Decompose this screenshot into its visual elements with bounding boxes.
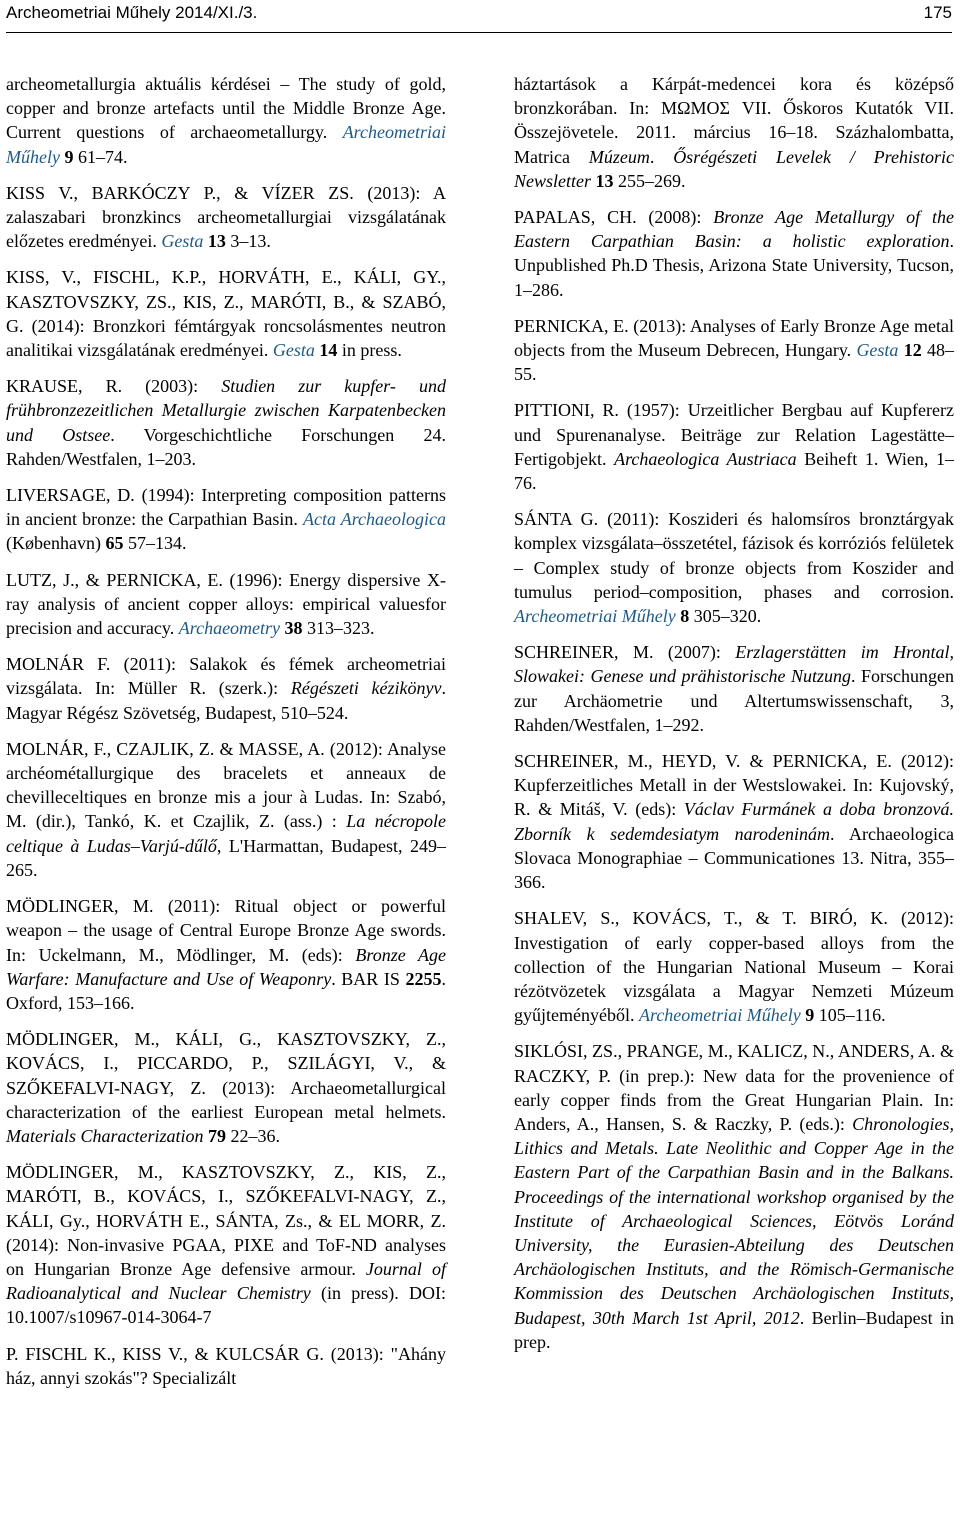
reference-text: 48–55. (514, 340, 955, 385)
italic-title: Studien zur kupfer- und frühbronzezeitlichen Metallurgie zwischen Karpatenbecken und Ostsee (6, 376, 446, 445)
volume-number: 14 (319, 340, 338, 361)
reference-entry (514, 749, 954, 894)
reference-text: archeometallurgia aktuális kérdései – The study of gold, copper and bronze artefacts until the Middle Bronze Age. Current questions of archaeometallurgy. (6, 74, 446, 143)
reference-entry (514, 314, 954, 387)
reference-text: Beiheft 1. Wien, 1–76. (514, 448, 954, 494)
reference-text: , L'Harmattan, Budapest, 249–265. (6, 835, 446, 880)
reference-entry (514, 906, 954, 1027)
reference-entry (6, 181, 446, 254)
reference-entry (6, 1027, 446, 1148)
reference-entry (6, 374, 446, 471)
journal-name: Acta Archaeologica (302, 509, 447, 530)
journal-name: Archeometriai Műhely (6, 122, 446, 167)
reference-entry (514, 1039, 954, 1354)
reference-text: MÖDLINGER, M. (2011): Ritual object or powerful weapon – the usage of Central Europe Bronze Age swords. In: Uckelmann, M., Mödlinger, M. (eds): (6, 896, 446, 965)
volume-number: 9 (64, 146, 74, 167)
volume-number: 12 (903, 340, 922, 361)
journal-name: Gesta (161, 231, 204, 252)
reference-entry (6, 265, 446, 362)
page-header (6, 0, 952, 33)
reference-text: SHALEV, S., KOVÁCS, T., & T. BIRÓ, K. (2012): Investigation of early copper-based alloys from the collection of the Hungarian National Museum – Korai rézötvözetek vizsgálata a Magyar Nemzeti Múzeum gyűjteményéből. (514, 908, 954, 1026)
volume-number: 65 (105, 533, 124, 554)
italic-title: Erzlagerstätten im Hrontal, Slowakei: Genese und prähistorische Nutzung (514, 642, 954, 687)
reference-text: . Vorgeschichtliche Forschungen 24. Rahden/Westfalen, 1–203. (6, 424, 446, 469)
reference-entry (6, 894, 446, 1015)
reference-entry (6, 568, 446, 641)
reference-text: SCHREINER, M. (2007): (514, 642, 736, 663)
reference-text: 61–74. (73, 146, 128, 167)
reference-text: . (649, 146, 674, 167)
reference-text: PAPALAS, CH. (2008): (514, 207, 714, 228)
journal-title: Archeometriai Műhely 2014/XI./3. (6, 3, 258, 22)
reference-text: MOLNÁR F. (2011): Salakok és fémek archeometriai vizsgálata. In: Müller R. (szerk.): (6, 654, 446, 699)
italic-title: Václav Furmánek a doba bronzová. Zborník k sedemdesiatym narodeninám (514, 799, 954, 844)
reference-text: . Archaeologica Slovaca Monographiae – Communicationes 13. Nitra, 355–366. (514, 823, 954, 893)
reference-text: in press. (337, 340, 402, 361)
reference-entry (6, 652, 446, 725)
reference-text: MÖDLINGER, M., KÁLI, G., KASZTOVSZKY, Z., KOVÁCS, I., PICCARDO, P., SZILÁGYI, V., & SZŐKEFALVI-NAGY, Z. (2013): Archaeometallurgical characterization of the earliest European metal helmets. (6, 1029, 446, 1122)
reference-text: SÁNTA G. (2011): Koszideri és halomsíros bronztárgyak komplex vizsgálata–összetétel, fázisok és korróziós felületek – Complex study of bronze objects from Koszider and tumulus period–composition, phases and corrosion. (514, 509, 954, 602)
journal-name: Archeometriai Műhely (638, 1005, 801, 1026)
italic-title: Bronze Age Warfare: Manufacture and Use of Weaponry (6, 944, 446, 989)
italic-title: Bronze Age Metallurgy of the Eastern Carpathian Basin: a holistic exploration (514, 207, 954, 252)
reference-text: MOLNÁR, F., CZAJLIK, Z. & MASSE, A. (2012): Analyse archéométallurgique des bracelets et anneaux de chevilleceltiques en bronze mis a jour à Ludas. In: Szabó, M. (dir.), Tankó, K. et Czajlik, Z. (ass.) : (6, 738, 446, 832)
volume-number: 9 (805, 1005, 815, 1026)
italic-title: Ősrégészeti Levelek / Prehistoric Newsletter (514, 146, 955, 191)
reference-entry (6, 483, 446, 556)
reference-text: MÖDLINGER, M., KASZTOVSZKY, Z., KIS, Z., MARÓTI, B., KOVÁCS, I., SZŐKEFALVI-NAGY, Z., KÁLI, Gy., HORVÁTH E., SÁNTA, Zs., & EL MORR, Z. (2014): Non-invasive PGAA, PIXE and ToF-ND analyses on Hungarian Bronze Age defensive armour. (6, 1162, 446, 1279)
reference-text: LUTZ, J., & PERNICKA, E. (1996): Energy dispersive X-ray analysis of ancient copper alloys: empirical valuesfor precision and accuracy. (6, 569, 446, 639)
reference-text: 22–36. (226, 1125, 280, 1146)
right-column-references (514, 72, 954, 1366)
reference-text: PERNICKA, E. (2013): Analyses of Early Bronze Age metal objects from the Museum Debrecen, Hungary. (514, 315, 954, 361)
reference-text: (in press). DOI: 10.1007/s10967-014-3064-7 (6, 1283, 446, 1328)
reference-entry (514, 398, 954, 495)
reference-text: 255–269. (613, 170, 686, 191)
reference-text: KISS V., BARKÓCZY P., & VÍZER ZS. (2013): A zalaszabari bronzkincs archeometallurgiai vizsgálatának előzetes eredményei. (6, 182, 446, 252)
reference-entry (514, 640, 954, 737)
italic-title: La nécropole celtique à Ludas–Varjú-dűlő (6, 811, 446, 856)
volume-number: 8 (680, 606, 690, 627)
reference-text: 313–323. (302, 618, 375, 639)
volume-number: 13 (207, 231, 226, 252)
reference-text: . BAR IS (331, 968, 406, 989)
reference-text: . Unpublished Ph.D Thesis, Arizona State University, Tucson, 1–286. (514, 231, 954, 300)
reference-entry (514, 205, 954, 302)
volume-number: 79 (208, 1125, 226, 1146)
italic-title: Archaeologica Austriaca (614, 448, 797, 469)
reference-text: 3–13. (225, 231, 271, 252)
reference-text: SCHREINER, M., HEYD, V. & PERNICKA, E. (2012): Kupferzeitliches Metall in der Westslowakei. In: Kujovský, R. & Mitáš, V. (eds): (514, 751, 954, 820)
reference-text: 105–116. (814, 1005, 886, 1026)
reference-text: . Berlin–Budapest in prep. (514, 1307, 954, 1352)
page-number: 175 (923, 3, 952, 22)
reference-text: 57–134. (123, 533, 187, 554)
italic-title: Journal of Radioanalytical and Nuclear Chemistry (6, 1258, 447, 1304)
reference-text: háztartások a Kárpát-medencei kora és középső bronzkorában. In: ΜΩΜΟΣ VII. Őskoros Kutatók VII. Összejövetele. 2011. március 16–18. Százhalombatta, Matrica (514, 74, 954, 167)
left-column-references (6, 72, 446, 1402)
reference-text: . Oxford, 153–166. (6, 968, 446, 1013)
reference-text: . Magyar Régész Szövetség, Budapest, 510–524. (6, 678, 446, 723)
reference-entry (514, 72, 954, 193)
reference-text: . Forschungen zur Archäometrie und Altertumswissenschaft, 3, Rahden/Westfalen, 1–292. (514, 666, 954, 735)
italic-title: Régészeti kézikönyv (290, 678, 442, 699)
reference-text: P. FISCHL K., KISS V., & KULCSÁR G. (2013): "Ahány ház, annyi szokás"? Specializált (6, 1343, 446, 1388)
reference-text: PITTIONI, R. (1957): Urzeitlicher Bergbau auf Kupfererz und Spurenanalyse. Beiträge zur Relation Lagestätte–Fertigobjekt. (514, 400, 954, 469)
reference-entry (514, 507, 954, 628)
reference-text: 305–320. (689, 606, 762, 627)
reference-entry (6, 737, 446, 882)
reference-entry (6, 72, 446, 169)
italic-title: Materials Characterization (6, 1125, 204, 1146)
reference-text: KRAUSE, R. (2003): (6, 376, 222, 397)
italic-title: Chronologies, Lithics and Metals. Late Neolithic and Copper Age in the Eastern Part of the Carpathian Basin and in the Balkans. Proceedings of the international workshop organised by the Institute of Archaeological Sciences, Eötvös Loránd University, the Eurasien-Abteilung des Deutschen Archäologischen Instituts, and the Römisch-Germanische Kommission des Deutschen Archäologischen Instituts, Budapest, 30th March 1st April, 2012 (514, 1113, 954, 1328)
volume-number: 13 (595, 170, 614, 191)
reference-text: KISS, V., FISCHL, K.P., HORVÁTH, E., KÁLI, GY., KASZTOVSZKY, ZS., KIS, Z., MARÓTI, B., & SZABÓ, G. (2014): Bronzkori fémtárgyak roncsolásmentes neutron analitikai vizsgálatának eredményei. (6, 267, 446, 361)
reference-entry (6, 1342, 446, 1390)
journal-name: Gesta (856, 340, 899, 361)
journal-name: Gesta (272, 340, 315, 361)
volume-number: 38 (284, 618, 303, 639)
journal-name: Archaeometry (178, 618, 281, 639)
reference-text: (København) (6, 533, 106, 554)
journal-name: Archeometriai Műhely (514, 606, 676, 627)
italic-title: Múzeum (588, 146, 650, 167)
reference-text: LIVERSAGE, D. (1994): Interpreting composition patterns in ancient bronze: the Carpathian Basin. (6, 485, 446, 530)
volume-number: 2255 (405, 968, 442, 989)
reference-entry (6, 1160, 446, 1329)
reference-text: SIKLÓSI, ZS., PRANGE, M., KALICZ, N., ANDERS, A. & RACZKY, P. (in prep.): New data for the provenience of early copper finds from the Great Hungarian Plain. In: Anders, A., Hansen, S. & Raczky, P. (eds.): (514, 1041, 954, 1134)
